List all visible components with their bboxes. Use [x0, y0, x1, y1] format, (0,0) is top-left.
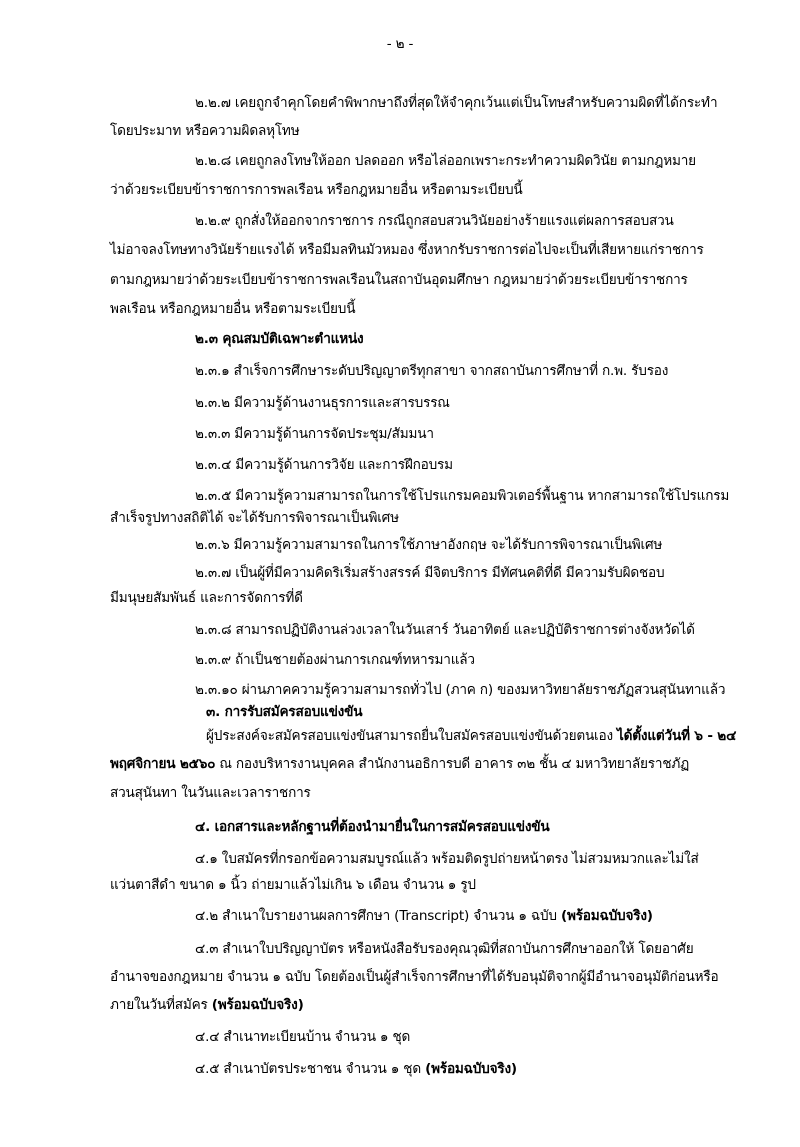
item-4-3-line2: อำนาจของกฎหมาย จำนวน ๑ ฉบับ โดยต้องเป็นผู้สำเร็จการศึกษาที่ได้รับอนุมัติจากผู้มีอำนาจอนุมัติก่อนหรือ [110, 969, 719, 985]
section-3-line2 [110, 754, 689, 774]
item-4-1-line2: แว่นตาสีดำ ขนาด ๑ นิ้ว ถ่ายมาแล้วไม่เกิน ๖ เดือน จำนวน ๑ รูป [110, 877, 476, 893]
item-4-3-line3 [110, 995, 304, 1015]
item-2-3-7-line1: ๒.๓.๗ เป็นผู้ที่มีความคิดริเริ่มสร้างสรรค์ มีจิตบริการ มีทัศนคติที่ดี มีความรับผิดชอบ [195, 565, 665, 581]
section-4-heading: ๔. เอกสารและหลักฐานที่ต้องนำมายื่นในการสมัครสอบแข่งขัน [195, 819, 550, 835]
item-2-2-8-line2: ว่าด้วยระเบียบข้าราชการการพลเรือน หรือกฎหมายอื่น หรือตามระเบียบนี้ [110, 182, 523, 198]
item-2-3-2: ๒.๓.๒ มีความรู้ด้านงานธุรการและสารบรรณ [195, 395, 450, 411]
item-2-3-9: ๒.๓.๙ ถ้าเป็นชายต้องผ่านการเกณฑ์ทหารมาแล้ว [195, 652, 475, 668]
section-3-heading: ๓. การรับสมัครสอบแข่งขัน [206, 704, 363, 720]
section-2-3-heading: ๒.๓ คุณสมบัติเฉพาะตำแหน่ง [195, 331, 364, 347]
section-3-line2-text: ณ กองบริหารงานบุคคล สำนักงานอธิการบดี อาคาร ๓๒ ชั้น ๔ มหาวิทยาลัยราชภัฏ [215, 756, 690, 772]
item-4-3-line1: ๔.๓ สำเนาใบปริญญาบัตร หรือหนังสือรับรองคุณวุฒิที่สถาบันการศึกษาออกให้ โดยอาศัย [195, 941, 694, 957]
item-2-2-7-line2: โดยประมาท หรือความผิดลหุโทษ [110, 123, 300, 139]
item-2-3-10: ๒.๓.๑๐ ผ่านภาคความรู้ความสามารถทั่วไป (ภาค ก) ของมหาวิทยาลัยราชภัฏสวนสุนันทาแล้ว [195, 682, 726, 698]
item-2-3-6: ๒.๓.๖ มีความรู้ความสามารถในการใช้ภาษาอังกฤษ จะได้รับการพิจารณาเป็นพิเศษ [195, 537, 663, 553]
item-4-5 [195, 1059, 517, 1079]
item-4-3-original-note: (พร้อมฉบับจริง) [211, 997, 304, 1013]
item-4-2-original-note: (พร้อมฉบับจริง) [560, 908, 653, 924]
section-3-date-range: ได้ตั้งแต่วันที่ ๖ - ๒๔ [617, 728, 737, 744]
section-3-month-year: พฤศจิกายน ๒๕๖๐ [110, 756, 216, 772]
item-2-2-9-line2: ไม่อาจลงโทษทางวินัยร้ายแรงได้ หรือมีมลทินมัวหมอง ซึ่งหากรับราชการต่อไปจะเป็นที่เสียหายแก่ราชการ [110, 242, 704, 258]
item-2-3-3: ๒.๓.๓ มีความรู้ด้านการจัดประชุม/สัมมนา [195, 426, 434, 442]
item-2-2-8-line1: ๒.๒.๘ เคยถูกลงโทษให้ออก ปลดออก หรือไล่ออกเพราะกระทำความผิดวินัย ตามกฎหมาย [195, 153, 696, 169]
item-2-3-5-line1: ๒.๓.๕ มีความรู้ความสามารถในการใช้โปรแกรมคอมพิวเตอร์พื้นฐาน หากสามารถใช้โปรแกรม [195, 488, 730, 504]
page-number: - ๒ - [386, 36, 414, 52]
item-2-3-1: ๒.๓.๑ สำเร็จการศึกษาระดับปริญญาตรีทุกสาขา จากสถาบันการศึกษาที่ ก.พ. รับรอง [195, 363, 669, 379]
item-4-2-text: ๔.๒ สำเนาใบรายงานผลการศึกษา (Transcript) จำนวน ๑ ฉบับ [195, 908, 561, 924]
item-4-1-line1: ๔.๑ ใบสมัครที่กรอกข้อความสมบูรณ์แล้ว พร้อมติดรูปถ่ายหน้าตรง ไม่สวมหมวกและไม่ใส่ [195, 851, 699, 867]
section-3-line3: สวนสุนันทา ในวันและเวลาราชการ [110, 785, 311, 801]
section-3-line1 [206, 726, 736, 746]
item-4-4: ๔.๔ สำเนาทะเบียนบ้าน จำนวน ๑ ชุด [195, 1029, 411, 1045]
item-4-2 [195, 906, 653, 926]
item-2-3-5-line2: สำเร็จรูปทางสถิติได้ จะได้รับการพิจารณาเป็นพิเศษ [110, 510, 399, 526]
item-2-2-9-line3: ตามกฎหมายว่าด้วยระเบียบข้าราชการพลเรือนในสถาบันอุดมศึกษา กฎหมายว่าด้วยระเบียบข้าราชการ [110, 272, 688, 288]
item-4-5-text: ๔.๕ สำเนาบัตรประชาชน จำนวน ๑ ชุด [195, 1061, 426, 1077]
item-4-5-original-note: (พร้อมฉบับจริง) [425, 1061, 517, 1077]
item-2-2-7-line1: ๒.๒.๗ เคยถูกจำคุกโดยคำพิพากษาถึงที่สุดให้จำคุกเว้นแต่เป็นโทษสำหรับความผิดที่ได้กระทำ [195, 95, 718, 111]
item-2-3-8: ๒.๓.๘ สามารถปฏิบัติงานล่วงเวลาในวันเสาร์ วันอาทิตย์ และปฏิบัติราชการต่างจังหวัดได้ [195, 622, 695, 638]
section-3-line1-text: ผู้ประสงค์จะสมัครสอบแข่งขันสามารถยื่นใบสมัครสอบแข่งขันด้วยตนเอง [206, 728, 618, 744]
item-4-3-line3-text: ภายในวันที่สมัคร [110, 997, 212, 1013]
item-2-2-9-line1: ๒.๒.๙ ถูกสั่งให้ออกจากราชการ กรณีถูกสอบสวนวินัยอย่างร้ายแรงแต่ผลการสอบสวน [195, 213, 674, 229]
item-2-3-4: ๒.๓.๔ มีความรู้ด้านการวิจัย และการฝึกอบรม [195, 457, 453, 473]
item-2-2-9-line4: พลเรือน หรือกฎหมายอื่น หรือตามระเบียบนี้ [110, 301, 356, 317]
item-2-3-7-line2: มีมนุษยสัมพันธ์ และการจัดการที่ดี [110, 590, 303, 606]
